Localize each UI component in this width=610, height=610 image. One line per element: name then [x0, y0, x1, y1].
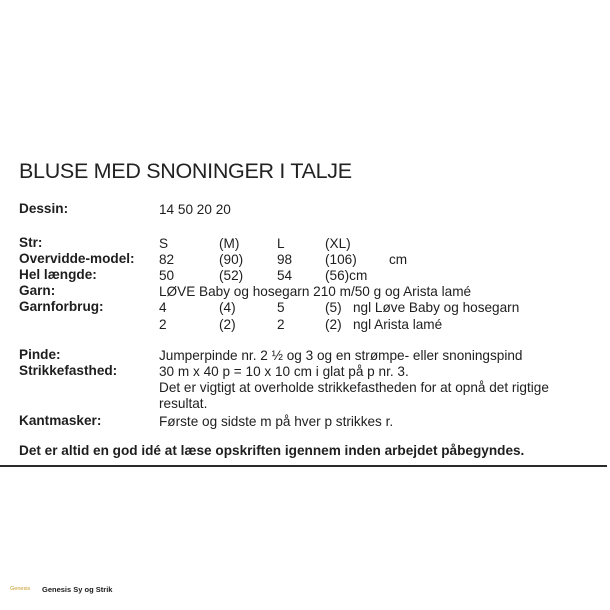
yarn-usage-note: ngl Arista lamé	[353, 317, 443, 332]
size-value: L	[277, 236, 285, 251]
length-value: (52)	[219, 268, 244, 283]
brand-logo-icon: Genesis	[10, 586, 31, 592]
bust-width-unit: cm	[389, 252, 408, 267]
bust-width-value: (90)	[219, 252, 244, 267]
footnote: Det er altid en god idé at læse opskriften igennem inden arbejdet påbegyndes.	[19, 443, 525, 458]
yarn-usage-value: (4)	[219, 300, 236, 315]
length-label: Hel længde:	[19, 267, 97, 282]
bust-width-value: 82	[159, 252, 175, 267]
sizes-label: Str:	[19, 235, 43, 250]
size-value: (M)	[219, 236, 240, 251]
yarn-value: LØVE Baby og hosegarn 210 m/50 g og Arista lamé	[159, 284, 472, 299]
dessin-label: Dessin:	[19, 201, 69, 216]
bust-width-value: 98	[277, 252, 293, 267]
size-value: (XL)	[325, 236, 351, 251]
size-value: S	[159, 236, 169, 251]
yarn-usage-value: 2	[277, 317, 285, 332]
length-value: 50	[159, 268, 175, 283]
edge-stitches-label: Kantmasker:	[19, 413, 102, 428]
edge-stitches-value: Første og sidste m på hver p strikkes r.	[159, 414, 394, 429]
bust-width-label: Overvidde-model:	[19, 251, 135, 266]
page-title: BLUSE MED SNONINGER I TALJE	[19, 159, 352, 183]
dessin-value: 14 50 20 20	[159, 202, 231, 217]
gauge-line: 30 m x 40 p = 10 x 10 cm i glat på p nr. 3.	[159, 364, 409, 379]
gauge-line: resultat.	[159, 396, 208, 411]
bust-width-value: (106)	[325, 252, 357, 267]
length-value: (56)cm	[325, 268, 368, 283]
yarn-usage-value: (2)	[325, 317, 342, 332]
needles-value: Jumperpinde nr. 2 ½ og 3 og en strømpe- eller snoningspind	[159, 348, 523, 363]
length-value: 54	[277, 268, 293, 283]
yarn-usage-value: (5)	[325, 300, 342, 315]
gauge-line: Det er vigtigt at overholde strikkefastheden for at opnå det rigtige	[159, 380, 549, 395]
yarn-usage-note: ngl Løve Baby og hosegarn	[353, 300, 520, 315]
divider	[0, 465, 607, 467]
yarn-usage-value: 4	[159, 300, 167, 315]
yarn-usage-value: (2)	[219, 317, 236, 332]
yarn-usage-value: 5	[277, 300, 285, 315]
yarn-label: Garn:	[19, 283, 56, 298]
gauge-label: Strikkefasthed:	[19, 363, 118, 378]
yarn-usage-label: Garnforbrug:	[19, 299, 104, 314]
yarn-usage-value: 2	[159, 317, 167, 332]
brand-name: Genesis Sy og Strik	[42, 585, 113, 594]
needles-label: Pinde:	[19, 347, 61, 362]
